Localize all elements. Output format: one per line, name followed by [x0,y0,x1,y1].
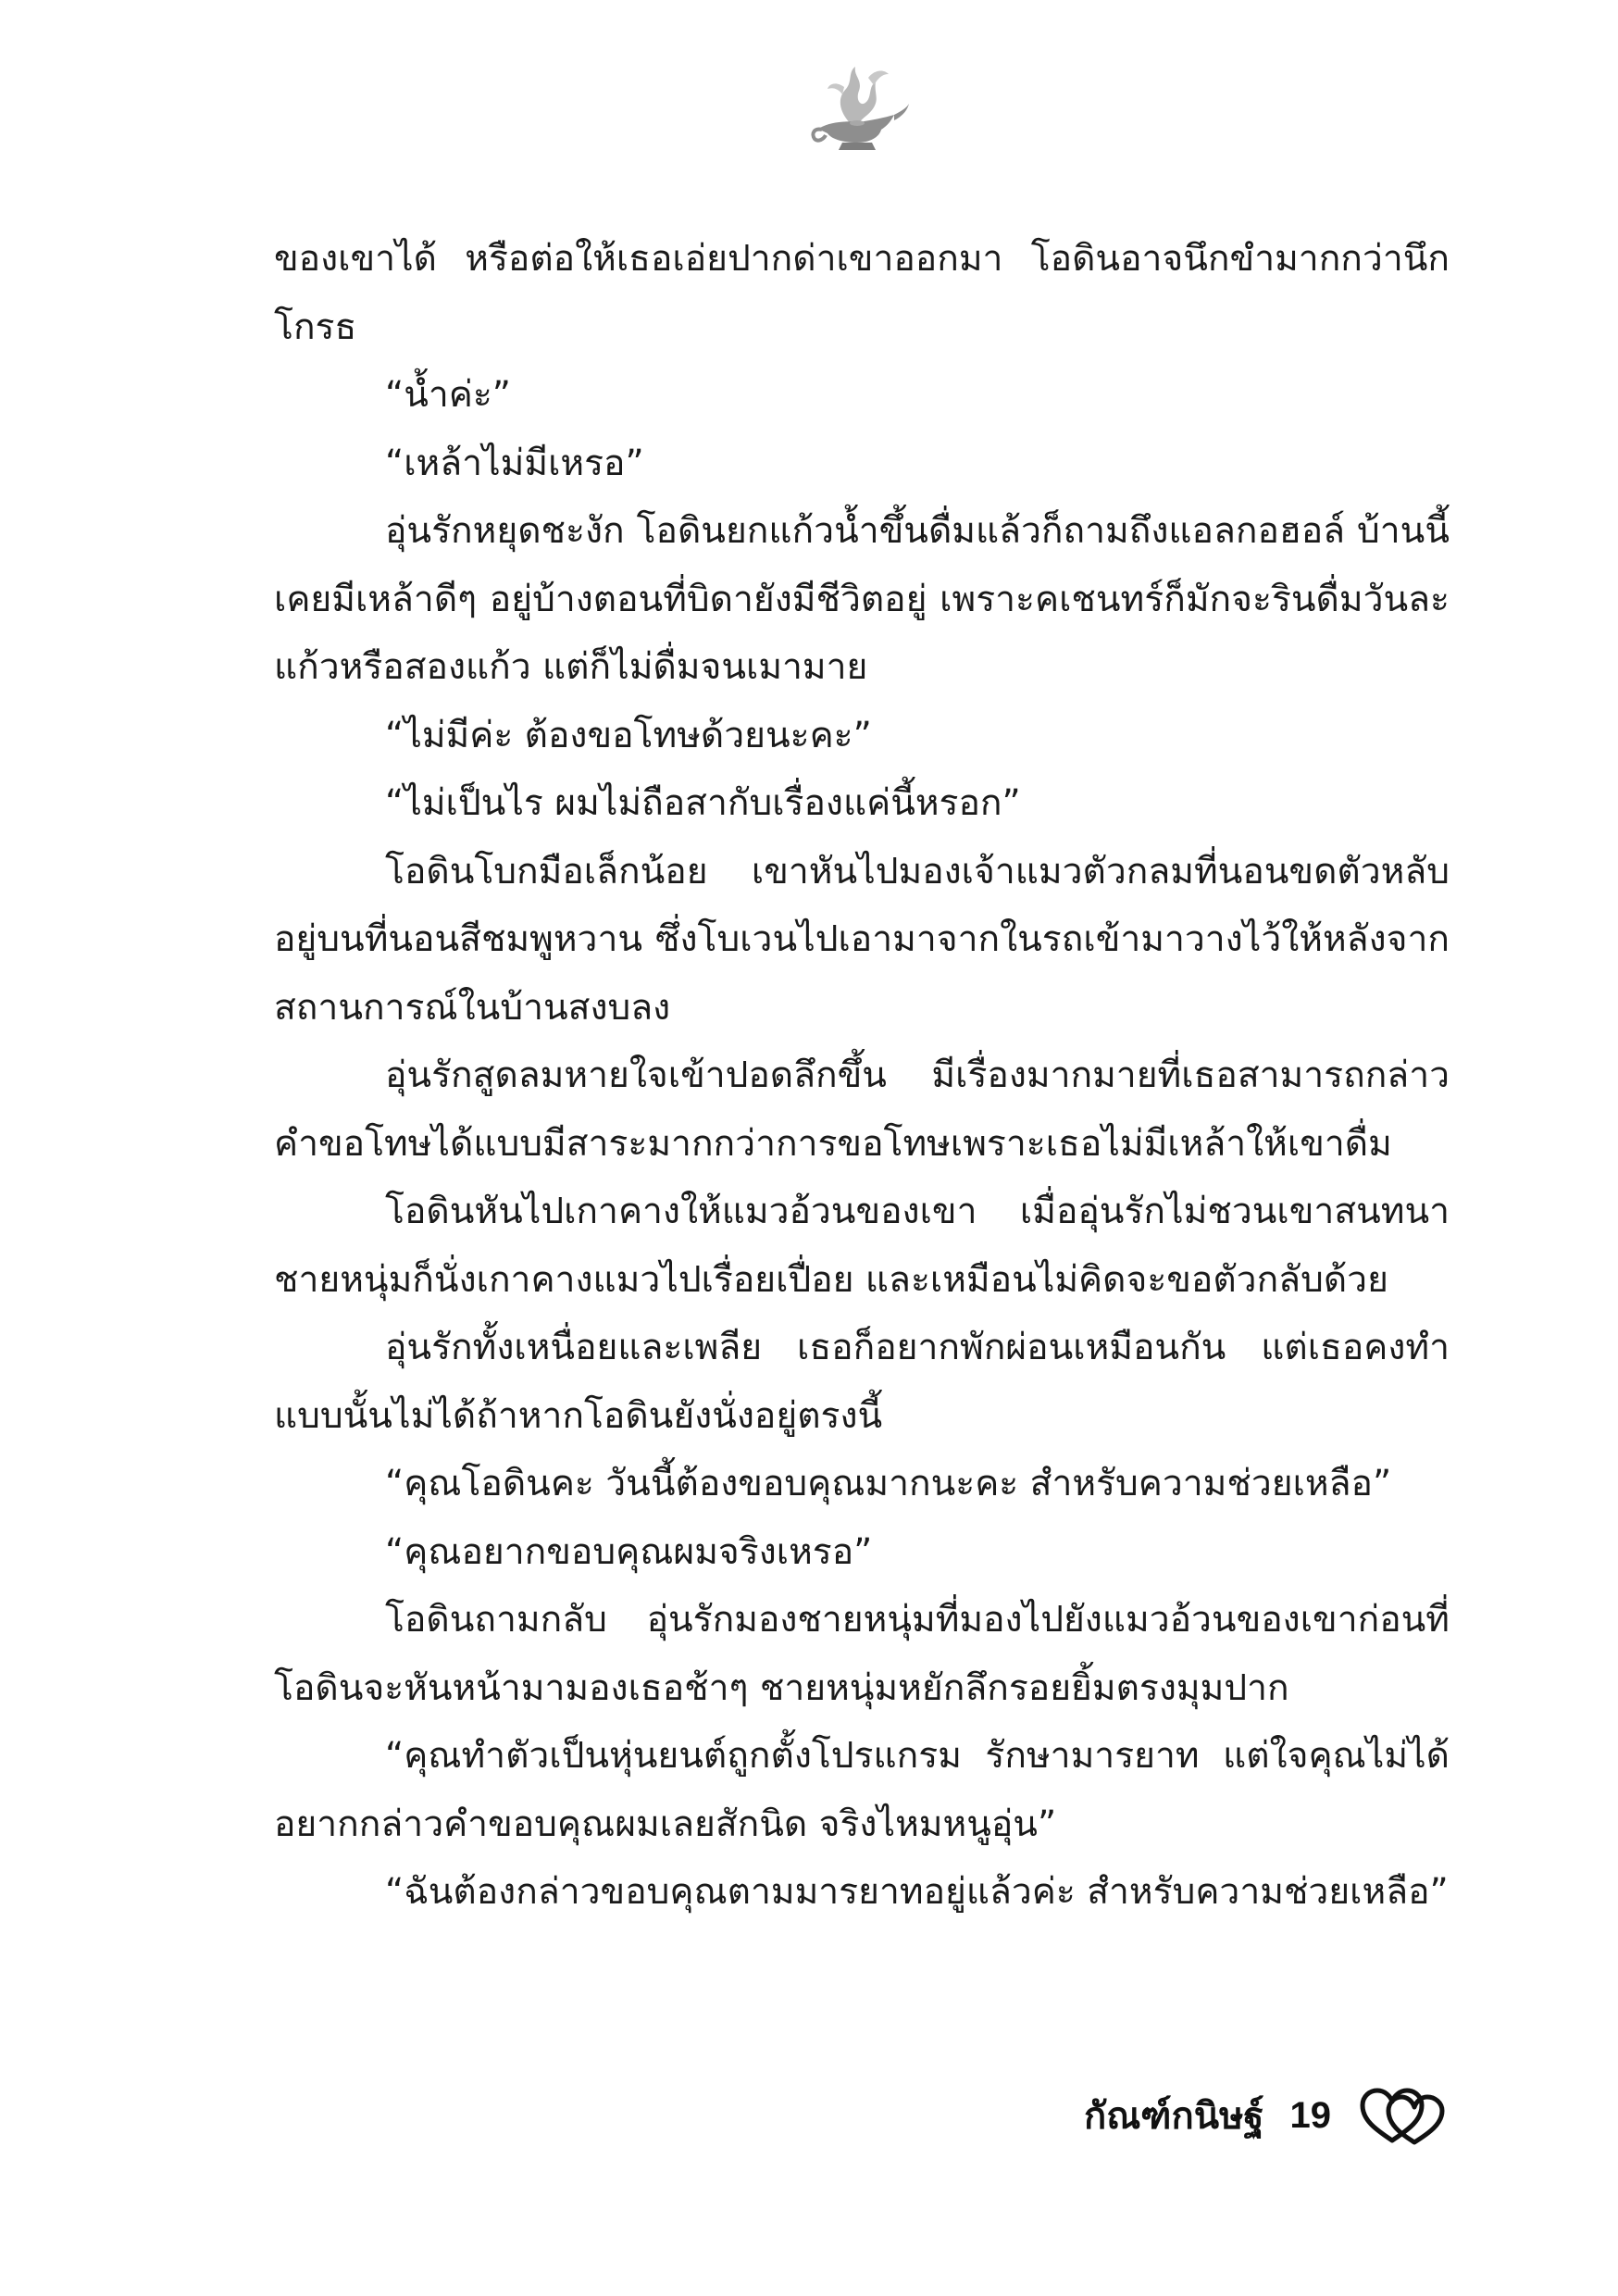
page-footer [1084,2083,1450,2148]
paragraph: อุ่นรักสูดลมหายใจเข้าปอดลึกขึ้น มีเรื่องมากมายที่เธอสามารถกล่าวคำขอโทษได้แบบมีสาระมากกว่าการขอโทษเพราะเธอไม่มีเหล้าให้เขาดื่ม [274,1054,1450,1165]
paragraph: “เหล้าไม่มีเหรอ” [385,442,644,484]
paragraph: “คุณอยากขอบคุณผมจริงเหรอ” [385,1530,873,1573]
paragraph: “ไม่มีค่ะ ต้องขอโทษด้วยนะคะ” [385,714,872,756]
paragraph: โอดินถามกลับ อุ่นรักมองชายหนุ่มที่มองไปยังแมวอ้วนของเขาก่อนที่โอดินจะหันหน้ามามองเธอช้าๆ ชายหนุ่มหยักลึกรอยยิ้มตรงมุมปาก [274,1599,1450,1709]
genie-lamp-icon [802,61,913,154]
book-title: กัณฑ์กนิษฐ์ [1083,2095,1264,2138]
paragraph: “คุณทำตัวเป็นหุ่นยนต์ถูกตั้งโปรแกรม รักษามารยาท แต่ใจคุณไม่ได้อยากกล่าวคำขอบคุณผมเลยสักนิด จริงไหมหนูอุ่น” [274,1735,1450,1845]
paragraph: ของเขาได้ หรือต่อให้เธอเอ่ยปากด่าเขาออกมา โอดินอาจนึกขำมากกว่านึกโกรธ [274,238,1450,348]
paragraph: อุ่นรักหยุดชะงัก โอดินยกแก้วน้ำขึ้นดื่มแล้วก็ถามถึงแอลกอฮอล์ บ้านนี้เคยมีเหล้าดีๆ อยู่บ้างตอนที่บิดายังมีชีวิตอยู่ เพราะคเชนทร์ก็มักจะรินดื่มวันละแก้วหรือสองแก้ว แต่ก็ไม่ดื่มจนเมามาย [274,510,1450,688]
paragraph: “น้ำค่ะ” [385,374,512,416]
paragraph: อุ่นรักทั้งเหนื่อยและเพลีย เธอก็อยากพักผ่อนเหมือนกัน แต่เธอคงทำแบบนั้นไม่ได้ถ้าหากโอดินยังนั่งอยู่ตรงนี้ [274,1327,1450,1437]
paragraph: “ฉันต้องกล่าวขอบคุณตามมารยาทอยู่แล้วค่ะ สำหรับความช่วยเหลือ” [385,1871,1449,1913]
body-text [274,225,1450,1927]
paragraph: “ไม่เป็นไร ผมไม่ถือสากับเรื่องแค่นี้หรอก” [385,782,1021,824]
paragraph: โอดินหันไปเกาคางให้แมวอ้วนของเขา เมื่ออุ่นรักไม่ชวนเขาสนทนาชายหนุ่มก็นั่งเกาคางแมวไปเรื่อยเปื่อย และเหมือนไม่คิดจะขอตัวกลับด้วย [274,1191,1450,1301]
page-number: 19 [1289,2094,1331,2136]
paragraph: “คุณโอดินคะ วันนี้ต้องขอบคุณมากนะคะ สำหรับความช่วยเหลือ” [385,1463,1392,1504]
two-hearts-icon [1357,2083,1450,2148]
paragraph: โอดินโบกมือเล็กน้อย เขาหันไปมองเจ้าแมวตัวกลมที่นอนขดตัวหลับอยู่บนที่นอนสีชมพูหวาน ซึ่งโบเวนไปเอามาจากในรถเข้ามาวางไว้ให้หลังจากสถานการณ์ในบ้านสงบลง [274,850,1450,1029]
